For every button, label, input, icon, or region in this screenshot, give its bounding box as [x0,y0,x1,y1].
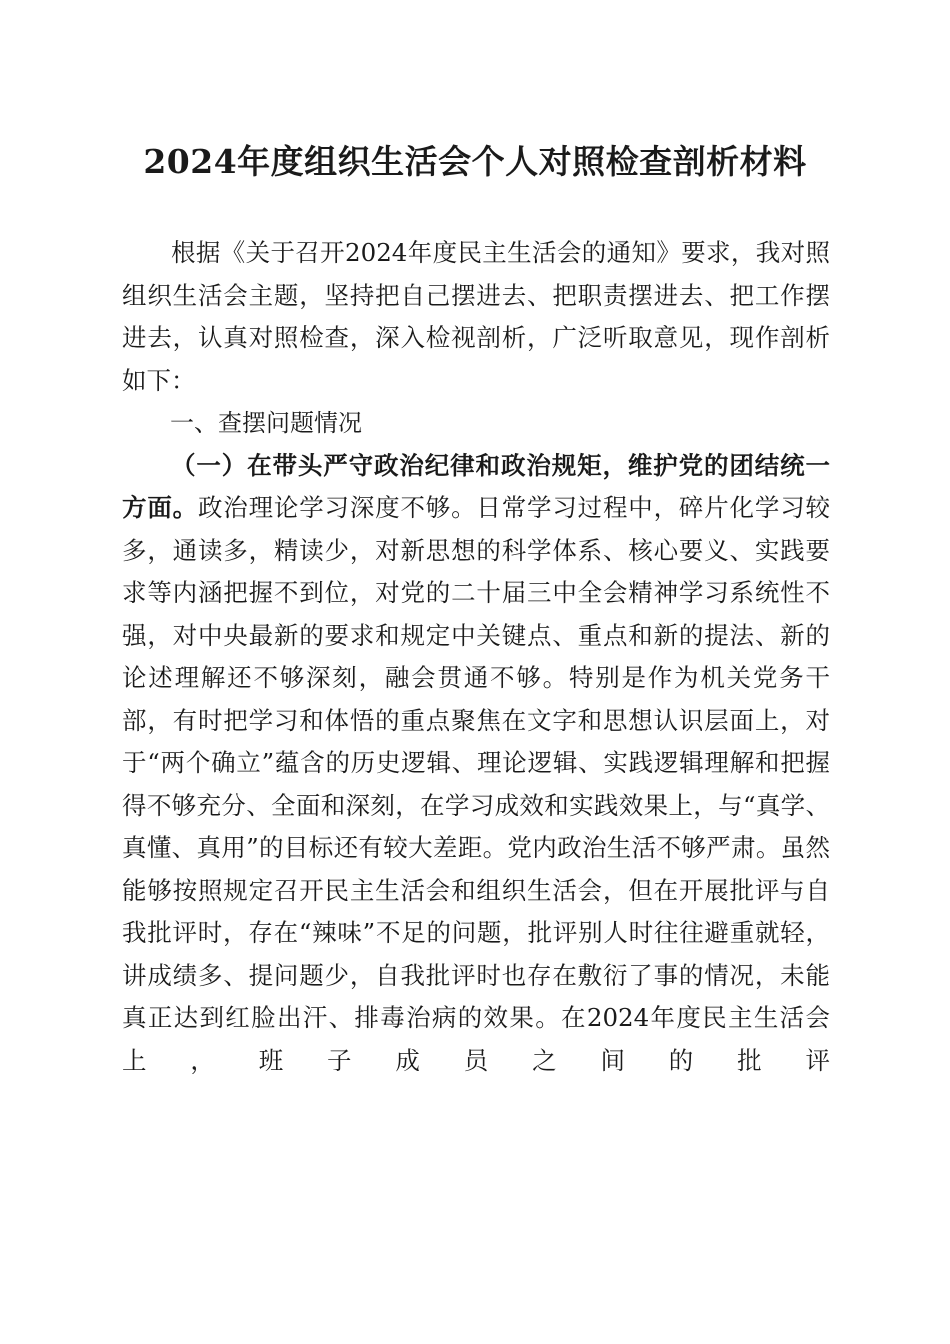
subsection-paragraph [122,445,830,1083]
intro-paragraph: 根据《关于召开2024年度民主生活会的通知》要求，我对照组织生活会主题，坚持把自己摆进去、把职责摆进去、把工作摆进去，认真对照检查，深入检视剖析，广泛听取意见，现作剖析如下： [122,238,830,395]
document-body [122,232,830,1082]
document-title: 2024年度组织生活会个人对照检查剖析材料 [143,142,807,181]
subsection-heading: （一）在带头严守政治纪律和政治规矩，维护党的团结统一方面。 [122,450,830,522]
subsection-body: 政治理论学习深度不够。日常学习过程中，碎片化学习较多，通读多，精读少，对新思想的科学体系、核心要义、实践要求等内涵把握不到位，对党的二十届三中全会精神学习系统性不强，对中央最新的要求和规定中关键点、重点和新的提法、新的论述理解还不够深刻，融会贯通不够。特别是作为机关党务干部，有时把学习和体悟的重点聚焦在文字和思想认识层面上，对于“两个确立”蕴含的历史逻辑、理论逻辑、实践逻辑理解和把握得不够充分、全面和深刻，在学习成效和实践效果上，与“真学、真懂、真用”的目标还有较大差距。党内政治生活不够严肃。虽然能够按照规定召开民主生活会和组织生活会，但在开展批评与自我批评时，存在“辣味”不足的问题，批评别人时往往避重就轻，讲成绩多、提问题少，自我批评时也存在敷衍了事的情况，未能真正达到红脸出汗、排毒治病的效果。在2024年度民主生活会上，班子成员之间的批评 [122,493,831,1075]
section-heading: 一、查摆问题情况 [170,409,362,437]
